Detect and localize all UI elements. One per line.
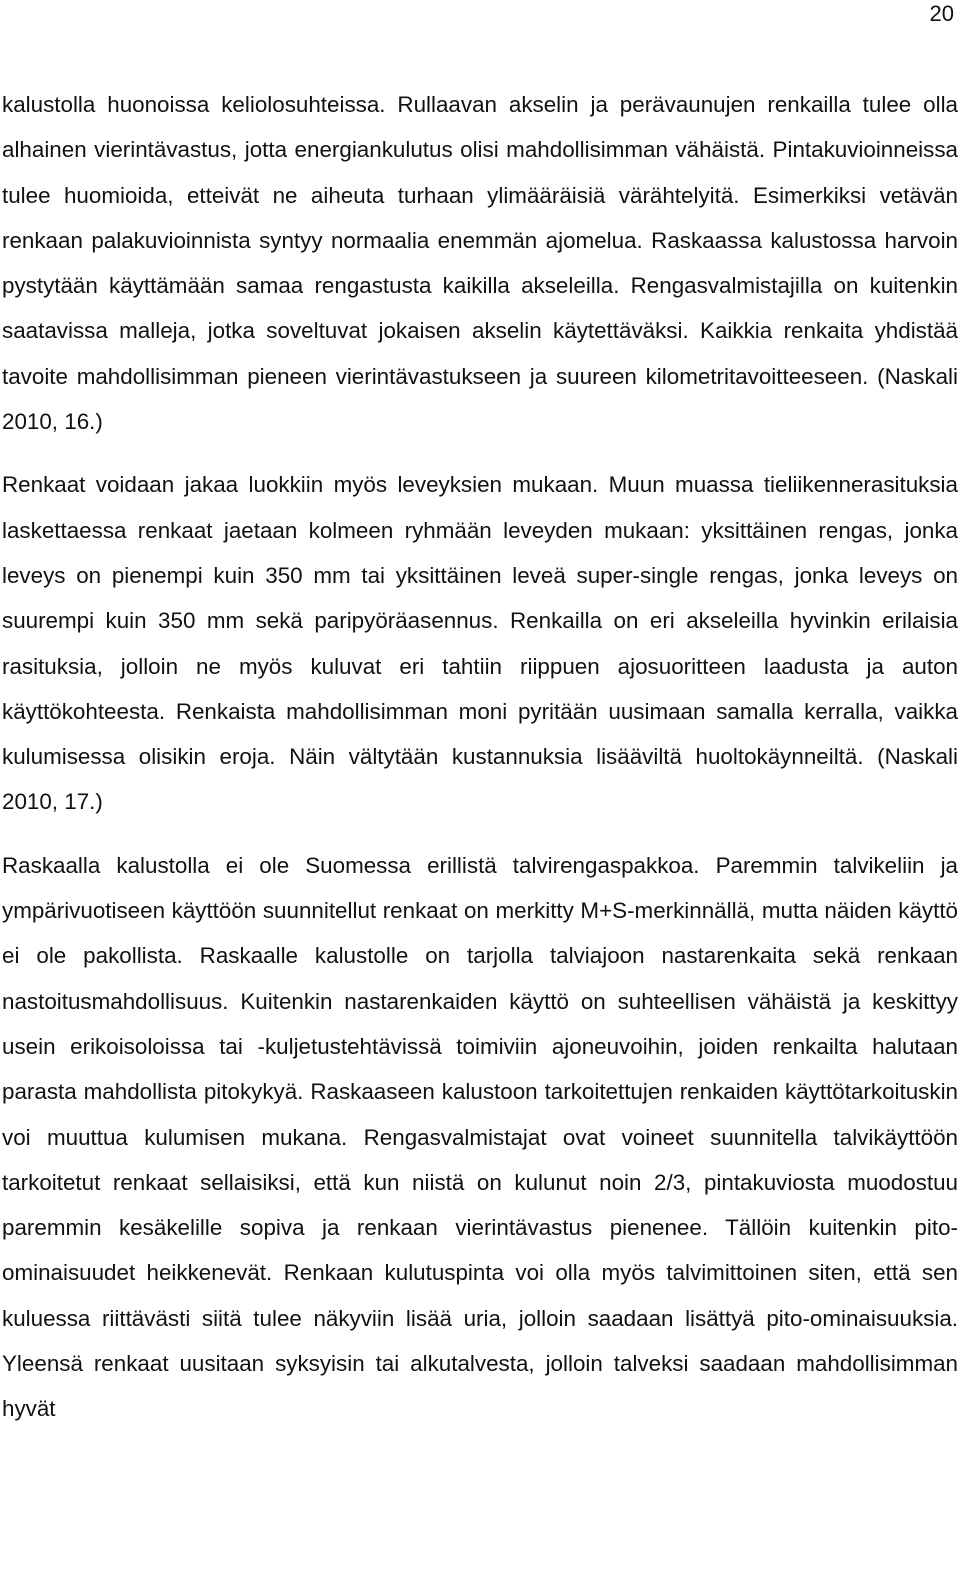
document-body [2,82,958,1432]
paragraph-2: Renkaat voidaan jakaa luokkiin myös leveyksien mukaan. Muun muassa tieliikennerasituksia laskettaessa renkaat jaetaan kolmeen ryhmään leveyden mukaan: yksittäinen rengas, jonka leveys on pienempi kuin 350 mm tai yksittäinen leveä super-single rengas, jonka leveys on suurempi kuin 350 mm sekä paripyöräasennus. Renkailla on eri akseleilla hyvinkin erilaisia rasituksia, jolloin ne myös kuluvat eri tahtiin riippuen ajosuoritteen laadusta ja auton käyttökohteesta. Renkaista mahdollisimman moni pyritään uusimaan samalla kerralla, vaikka kulumisessa olisikin eroja. Näin vältytään kustannuksia lisääviltä huoltokäynneiltä. (Naskali 2010, 17.) [2,472,958,815]
paragraph-3: Raskaalla kalustolla ei ole Suomessa erillistä talvirengaspakkoa. Paremmin talvikeliin ja ympärivuotiseen käyttöön suunnitellut renkaat on merkitty M+S-merkinnällä, mutta näiden käyttö ei ole pakollista. Raskaalle kalustolle on tarjolla talviajoon nastarenkaita sekä renkaan nastoitusmahdollisuus. Kuitenkin nastarenkaiden käyttö on suhteellisen vähäistä ja keskittyy usein erikoisoloissa tai -kuljetustehtävissä toimiviin ajoneuvoihin, joiden renkailta halutaan parasta mahdollista pitokykyä. Raskaaseen kalustoon tarkoitettujen renkaiden käyttötarkoituskin voi muuttua kulumisen mukana. Rengasvalmistajat ovat voineet suunnitella talvikäyttöön tarkoitetut renkaat sellaisiksi, että kun niistä on kulunut noin 2/3, pintakuviosta muodostuu paremmin kesäkelille sopiva ja renkaan vierintävastus pienenee. Tällöin kuitenkin pito-ominaisuudet heikkenevät. Renkaan kulutuspinta voi olla myös talvimittoinen siten, että sen kuluessa riittävästi siitä tulee näkyviin lisää uria, jolloin saadaan lisättyä pito-ominaisuuksia. Yleensä renkaat uusitaan syksyisin tai alkutalvesta, jolloin talveksi saadaan mahdollisimman hyvät [2,852,958,1422]
page-number: 20 [929,1,954,26]
paragraph-1: kalustolla huonoissa keliolosuhteissa. Rullaavan akselin ja perävaunujen renkailla tulee olla alhainen vierintävastus, jotta energiankulutus olisi mahdollisimman vähäistä. Pintakuvioinneissa tulee huomioida, etteivät ne aiheuta turhaan ylimääräisiä värähtelyitä. Esimerkiksi vetävän renkaan palakuvioinnista syntyy normaalia enemmän ajomelua. Raskaassa kalustossa harvoin pystytään käyttämään samaa rengastusta kaikilla akseleilla. Rengasvalmistajilla on kuitenkin saatavissa malleja, jotka soveltuvat jokaisen akselin käytettäväksi. Kaikkia renkaita yhdistää tavoite mahdollisimman pieneen vierintävastukseen ja suureen kilometritavoitteeseen. (Naskali 2010, 16.) [2,92,958,435]
